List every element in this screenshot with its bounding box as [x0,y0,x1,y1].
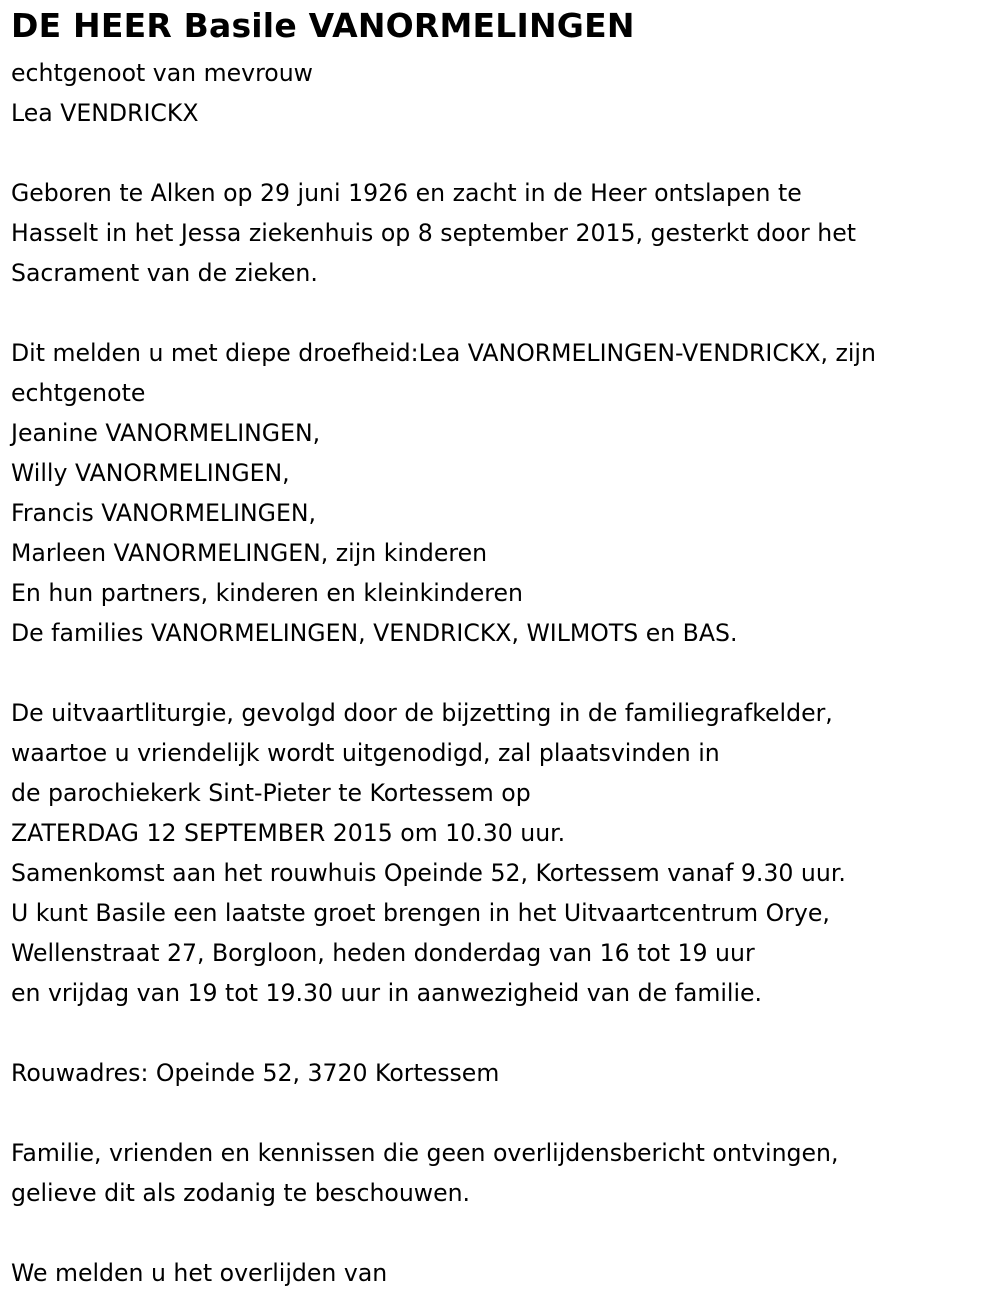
family-paragraph [11,333,991,653]
text-line: de parochiekerk Sint-Pieter te Kortessem op [11,779,531,807]
text-line: Samenkomst aan het rouwhuis Opeinde 52, Kortessem vanaf 9.30 uur. [11,859,846,887]
text-line: Jeanine VANORMELINGEN, [11,419,321,447]
birth-death-paragraph [11,173,991,293]
deceased-name-title: DE HEER Basile VANORMELINGEN [11,6,635,45]
text-line: echtgenote [11,379,146,407]
text-line: ZATERDAG 12 SEPTEMBER 2015 om 10.30 uur. [11,819,566,847]
text-line: echtgenoot van mevrouw [11,59,313,87]
closing-paragraph [11,1253,991,1293]
text-line: Wellenstraat 27, Borgloon, heden donderdag van 16 tot 19 uur [11,939,755,967]
text-line: De families VANORMELINGEN, VENDRICKX, WILMOTS en BAS. [11,619,738,647]
text-line: Geboren te Alken op 29 juni 1926 en zacht in de Heer ontslapen te [11,179,802,207]
text-line: Willy VANORMELINGEN, [11,459,290,487]
text-line: De uitvaartliturgie, gevolgd door de bijzetting in de familiegrafkelder, [11,699,833,727]
spouse-intro-block [11,53,991,133]
funeral-paragraph [11,693,991,1013]
paragraph-gap [11,1213,991,1253]
text-line: Marleen VANORMELINGEN, zijn kinderen [11,539,488,567]
text-line: We melden u het overlijden van [11,1259,388,1287]
text-line: en vrijdag van 19 tot 19.30 uur in aanwezigheid van de familie. [11,979,763,1007]
paragraph-gap [11,1013,991,1053]
text-line: Dit melden u met diepe droefheid:Lea VANORMELINGEN-VENDRICKX, zijn [11,339,876,367]
text-line: En hun partners, kinderen en kleinkinderen [11,579,523,607]
paragraph-gap [11,293,991,333]
paragraph-gap [11,653,991,693]
mourning-address [11,1053,991,1093]
paragraph-gap [11,1093,991,1133]
text-line: Lea VENDRICKX [11,99,199,127]
notice-paragraph [11,1133,991,1213]
text-line: Francis VANORMELINGEN, [11,499,317,527]
text-line: U kunt Basile een laatste groet brengen in het Uitvaartcentrum Orye, [11,899,830,927]
text-line: Familie, vrienden en kennissen die geen overlijdensbericht ontvingen, [11,1139,839,1167]
paragraph-gap [11,133,991,173]
text-line: Sacrament van de zieken. [11,259,318,287]
obituary-page [11,0,991,1293]
text-line: Hasselt in het Jessa ziekenhuis op 8 september 2015, gesterkt door het [11,219,856,247]
text-line: waartoe u vriendelijk wordt uitgenodigd, zal plaatsvinden in [11,739,720,767]
text-line: gelieve dit als zodanig te beschouwen. [11,1179,471,1207]
text-line: Rouwadres: Opeinde 52, 3720 Kortessem [11,1059,500,1087]
